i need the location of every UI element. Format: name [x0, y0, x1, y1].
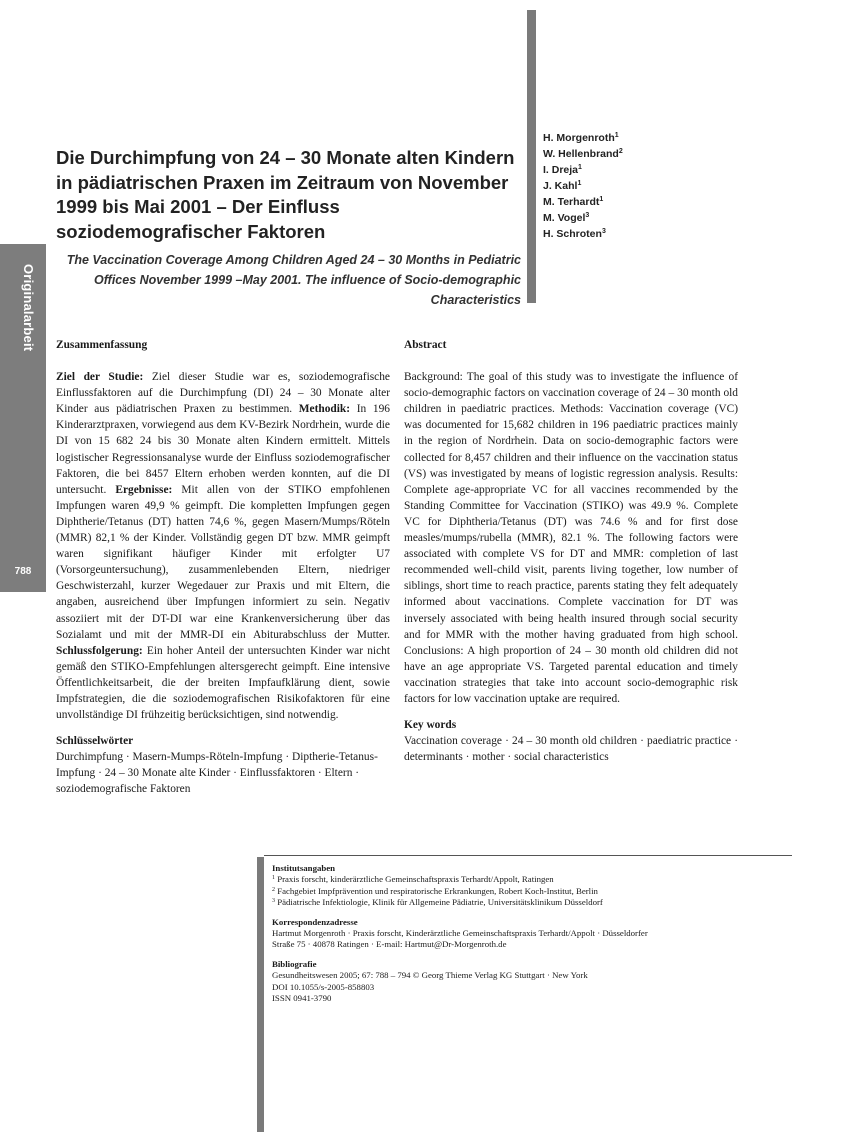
author-affiliation: 2 [618, 148, 623, 155]
author [543, 162, 623, 178]
author-name: H. Schroten [543, 228, 602, 240]
abstract-text: Background: The goal of this study was to investigate the influence of socio-demographic factors on vaccination coverage of 24 – 30 month old children in paediatric practices. Methods: Vaccination coverage (VC) was documented for 15,682 children in 196 paediatric practices mainly in the region of Nordrhein. Data on socio-demographic factors were collected for 8,457 children and their influence on the vaccination status (VS) was investigated by means of logistic regression analysis. Results: Complete age-appropriate VC for all vaccines recommended by the Standing Committee for Vaccination (STIKO) was 49.9 %. Complete VC for Diphtheria/Tetanus (DT) was 74.6 % and for first dose measles/mumps/rubella (MMR), 82.1 %. The following factors were associated with complete VS for DT and MMR: completion of last recommended well-child visit, parents living together, low number of siblings, short time to reach practice, parents stating they felt adequately informed about vaccinations. Complete vaccination for DT was inversely associated with being health insured through social security and for MMR with the mother having graduated from high school. Conclusions: A high proportion of 24 – 30 month old children did not have an age appropriate VS. Targeted parental education and timely vaccination strategies that take into account socio-demographic risk factors for low vaccination uptake are required. [404, 371, 738, 705]
author-affiliation: 3 [601, 228, 606, 235]
schlussfolgerung-text: Ein hoher Anteil der untersuchten Kinder war nicht gemäß den STIKO-Empfehlungen altersgerecht geimpft. Eine intensive Öffentlichkeitsarbeit, die der breiten Impfaufklärung dient, sowie Impfstrategien, die die soziodemografischen Risikofaktoren für eine unvollständige DI frühzeitig berücksichtigen, sind notwendig. [56, 644, 390, 722]
institution-item [272, 886, 752, 897]
author-name: I. Dreja [543, 164, 579, 176]
korrespondenz-section [272, 917, 752, 951]
author-affiliation: 1 [577, 180, 582, 187]
side-tab-label: Originalarbeit [21, 264, 36, 352]
key-words-heading: Key words [404, 719, 457, 732]
author-name: J. Kahl [543, 180, 578, 192]
author [543, 146, 623, 162]
schlussfolgerung-label: Schlussfolgerung: [56, 644, 143, 657]
institution-text: Pädiatrische Infektiologie, Klinik für Allgemeine Pädiatrie, Universitätsklinikum Düsseldorf [277, 897, 603, 908]
institution-item [272, 897, 752, 908]
bibliografie-heading: Bibliografie [272, 958, 317, 969]
bibliografie-section [272, 959, 752, 1005]
doi: DOI 10.1055/s-2005-858803 [272, 981, 375, 992]
institution-number: 2 [272, 886, 275, 893]
ergebnisse-label: Ergebnisse: [115, 483, 173, 496]
info-divider [264, 855, 792, 856]
article-subtitle: The Vaccination Coverage Among Children Aged 24 – 30 Months in Pediatric Offices November 1999 –May 2001. The influence of Socio-demographic Characteristics [66, 253, 521, 307]
korrespondenz-line: Hartmut Morgenroth · Praxis forscht, Kinderärztliche Gemeinschaftspraxis Terhardt/Appolt · Düsseldorfer [272, 928, 648, 939]
methodik-label: Methodik: [298, 403, 351, 416]
ergebnisse-text: Mit allen von der STIKO empfohlenen Impfungen waren 49,9 % geimpft. Die kompletten Impfungen gegen Diphtherie/Tetanus (DT) hatten 74,6 %, gegen Masern/Mumps/Röteln (MMR) 82,1 % der Kinder. Vollständig gegen DT bzw. MMR geimpft waren signifikant häufiger Kinder mit erfolgter U7 (Vorsorgeuntersuchung), zusammenlebenden Eltern, niedriger Geschwisterzahl, kurzer Wegedauer zur Praxis und mit Eltern, die angaben, ausreichend über Impfungen informiert zu sein. Negativ assoziiert mit der DT-DI war eine Krankenversicherung über das Sozialamt und mit der MMR-DI ein Abiturabschluss der Mutter. [56, 483, 390, 641]
zusammenfassung-heading: Zusammenfassung [56, 339, 148, 351]
page-number: 788 [14, 566, 32, 577]
institution-number: 1 [272, 875, 275, 882]
author-affiliation: 1 [578, 164, 582, 171]
author-affiliation: 1 [614, 132, 619, 139]
german-column [56, 337, 390, 798]
author-name: M. Terhardt [543, 196, 600, 208]
article-info-box [272, 863, 752, 1012]
key-words-text: Vaccination coverage · 24 – 30 month old children · paediatric practice · determinants · mother · social characteristics [404, 735, 738, 764]
methodik-text: In 196 Kinderarztpraxen, vorwiegend aus dem KV-Bezirk Nordrhein, wurde die DI von 15 682 24 bis 30 Monate alten Kindern ermittelt. Mittels logistischer Regressionsanalyse wurde der Einfluss soziodemografischer Faktoren, die bei 8457 Eltern erhoben werden konnten, auf die DI untersucht. [56, 403, 390, 496]
institutsangaben-heading: Institutsangaben [272, 863, 336, 873]
author [543, 178, 623, 194]
author [543, 210, 623, 226]
bottom-vertical-bar [257, 857, 264, 1132]
author [543, 226, 623, 242]
korrespondenz-line: Straße 75 · 40878 Ratingen · E-mail: Hartmut@Dr-Morgenroth.de [272, 939, 507, 950]
author-name: M. Vogel [543, 212, 586, 224]
bibliografie-line: Gesundheitswesen 2005; 67: 788 – 794 © Georg Thieme Verlag KG Stuttgart · New York [272, 970, 588, 981]
institution-text: Praxis forscht, kinderärztliche Gemeinschaftspraxis Terhardt/Appolt, Ratingen [277, 874, 554, 885]
ziel-text: Ziel dieser Studie war es, soziodemografische Einflussfaktoren auf die Durchimpfung (DI) 24 – 30 Monate alter Kinder aus pädiatrischen Praxen zu bestimmen. [56, 371, 390, 416]
institution-number: 3 [272, 898, 275, 905]
abstract-heading: Abstract [404, 339, 447, 351]
author [543, 130, 623, 146]
institution-item [272, 874, 752, 885]
author [543, 194, 623, 210]
ziel-label: Ziel der Studie: [56, 371, 144, 384]
institution-text: Fachgebiet Impfprävention und respiratorische Erkrankungen, Robert Koch-Institut, Berlin [277, 885, 598, 896]
author-name: W. Hellenbrand [543, 148, 619, 160]
zusammenfassung-text [56, 369, 390, 723]
article-title: Die Durchimpfung von 24 – 30 Monate alten Kindern in pädiatrischen Praxen im Zeitraum von November 1999 bis Mai 2001 – Der Einfluss soziodemografischer Faktoren [56, 147, 515, 242]
schluesselwoerter-heading: Schlüsselwörter [56, 735, 134, 748]
english-column [404, 337, 738, 765]
schluesselwoerter-text: Durchimpfung · Masern-Mumps-Röteln-Impfung · Diptherie-Tetanus-Impfung · 24 – 30 Monate alte Kinder · Einflussfaktoren · Eltern · soziodemografische Faktoren [56, 751, 378, 796]
korrespondenz-heading: Korrespondenzadresse [272, 916, 358, 927]
author-affiliation: 1 [599, 196, 604, 203]
issn: ISSN 0941-3790 [272, 993, 332, 1004]
institutsangaben-section [272, 863, 752, 909]
top-vertical-bar [527, 10, 536, 303]
author-affiliation: 3 [585, 212, 590, 219]
author-list [543, 130, 623, 242]
author-name: H. Morgenroth [543, 132, 615, 144]
